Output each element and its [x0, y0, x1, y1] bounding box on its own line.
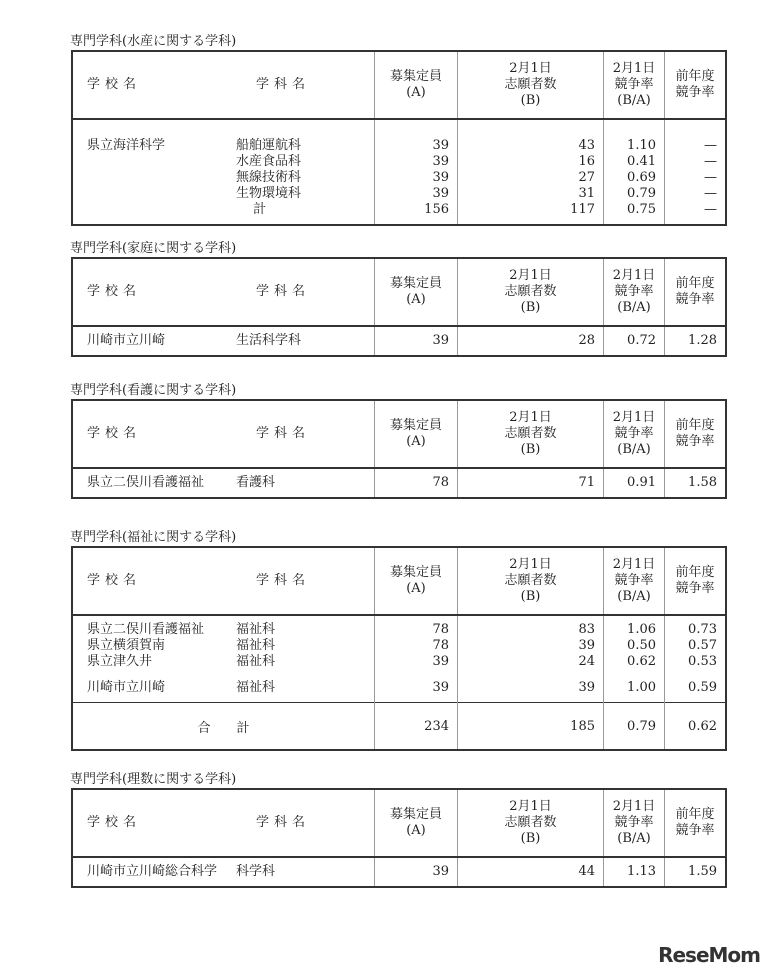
cell-ratio: 1.10 — [627, 138, 656, 153]
cell-dept: 生活科学科 — [236, 333, 302, 348]
section-title: 専門学科(看護に関する学科) — [70, 383, 237, 398]
body-row — [72, 615, 726, 703]
results-table — [71, 257, 727, 357]
section-2 — [70, 383, 717, 499]
header-prev-line: 前年度 — [675, 69, 715, 84]
header-capacity-line: (A) — [406, 85, 426, 100]
header-ratio-line: (B/A) — [617, 589, 651, 604]
cell-b: 44 — [578, 864, 595, 879]
header-capacity-line: 募集定員 — [389, 69, 442, 84]
cell-ratio: 0.41 — [627, 154, 656, 169]
column-school — [72, 119, 236, 225]
body-row — [72, 468, 726, 498]
header-prev — [665, 400, 727, 468]
cell-school: 川崎市立川崎 — [87, 680, 166, 695]
header-capacity — [375, 789, 458, 857]
column-school — [72, 615, 236, 703]
header-applicants-line: (B) — [520, 589, 541, 604]
header-ratio-line: 競争率 — [614, 77, 654, 92]
column-a — [375, 468, 458, 498]
cell-ratio: 0.75 — [627, 202, 656, 217]
cell-ratio: 1.13 — [627, 864, 656, 879]
header-ratio-line: 2月1日 — [612, 410, 656, 425]
body-row — [72, 119, 726, 225]
cell-a: 156 — [424, 202, 449, 217]
header-row — [72, 789, 726, 857]
body-row — [72, 857, 726, 887]
cell-prev: 1.59 — [688, 864, 717, 879]
cell-ratio: 1.06 — [627, 622, 656, 637]
cell-b: 27 — [578, 170, 595, 185]
header-applicants-line: (B) — [520, 93, 541, 108]
section-title: 専門学科(水産に関する学科) — [70, 34, 237, 49]
total-b: 185 — [458, 703, 604, 751]
cell-school: 県立二俣川看護福祉 — [87, 475, 205, 490]
header-ratio-line: 2月1日 — [612, 61, 656, 76]
section-title: 専門学科(福祉に関する学科) — [70, 530, 237, 545]
header-applicants-line: 2月1日 — [509, 799, 552, 814]
header-dept: 学科名 — [236, 51, 375, 119]
total-label: 合 計 — [72, 703, 375, 751]
header-applicants-line: 2月1日 — [509, 268, 552, 283]
header-ratio-line: (B/A) — [617, 442, 651, 457]
table-header — [72, 400, 726, 468]
header-applicants-line: 2月1日 — [509, 410, 552, 425]
header-capacity — [375, 51, 458, 119]
cell-school: 川崎市立川崎 — [87, 333, 166, 348]
column-prev — [665, 119, 727, 225]
cell-school — [87, 154, 236, 170]
cell-dept: 計 — [236, 202, 267, 217]
header-applicants — [458, 258, 604, 326]
total-prev: 0.62 — [665, 703, 727, 751]
cell-school — [87, 202, 236, 218]
column-school — [72, 468, 236, 498]
column-dept — [236, 615, 375, 703]
cell-b: 83 — [578, 622, 595, 637]
header-ratio-line: 競争率 — [614, 284, 654, 299]
cell-ratio: 0.91 — [627, 475, 656, 490]
header-prev-line: 前年度 — [675, 418, 715, 433]
header-school: 学校名 — [72, 400, 236, 468]
header-applicants-line: 志願者数 — [504, 426, 557, 441]
cell-school — [87, 186, 236, 202]
header-applicants-line: 2月1日 — [509, 557, 552, 572]
cell-dept: 福祉科 — [236, 654, 276, 669]
header-school: 学校名 — [72, 789, 236, 857]
body-row — [72, 326, 726, 356]
section-4 — [70, 772, 717, 888]
header-applicants-line: (B) — [520, 831, 541, 846]
cell-b: 71 — [578, 475, 595, 490]
cell-prev: — — [704, 202, 717, 217]
table-header — [72, 51, 726, 119]
cell-prev: — — [704, 138, 717, 153]
cell-b: 28 — [578, 333, 595, 348]
header-applicants — [458, 547, 604, 615]
header-ratio-line: (B/A) — [617, 300, 651, 315]
header-ratio-line: 2月1日 — [612, 799, 656, 814]
header-ratio — [604, 789, 665, 857]
column-dept — [236, 857, 375, 887]
header-capacity-line: (A) — [406, 292, 426, 307]
cell-school: 川崎市立川崎総合科学 — [87, 864, 218, 879]
cell-dept: 科学科 — [236, 864, 276, 879]
header-prev — [665, 789, 727, 857]
cell-a: 39 — [432, 654, 449, 669]
column-b — [458, 326, 604, 356]
results-table — [71, 546, 727, 751]
column-school — [72, 857, 236, 887]
header-ratio-line: (B/A) — [617, 93, 651, 108]
header-capacity-line: 募集定員 — [389, 276, 442, 291]
column-b — [458, 468, 604, 498]
header-prev-line: 競争率 — [675, 292, 715, 307]
cell-ratio: 0.62 — [627, 654, 656, 669]
header-prev — [665, 547, 727, 615]
header-prev — [665, 258, 727, 326]
header-row — [72, 258, 726, 326]
results-table — [71, 50, 727, 226]
section-title: 専門学科(理数に関する学科) — [70, 772, 237, 787]
header-ratio — [604, 51, 665, 119]
cell-b: 24 — [578, 654, 595, 669]
total-a: 234 — [375, 703, 458, 751]
header-row — [72, 400, 726, 468]
header-ratio-line: 競争率 — [614, 426, 654, 441]
header-capacity-line: (A) — [406, 581, 426, 596]
header-capacity-line: (A) — [406, 823, 426, 838]
header-applicants — [458, 789, 604, 857]
cell-school: 県立二俣川看護福祉 — [87, 622, 205, 637]
table-body — [72, 119, 726, 225]
header-school: 学校名 — [72, 547, 236, 615]
header-applicants-line: 志願者数 — [504, 284, 557, 299]
header-ratio — [604, 400, 665, 468]
cell-school — [87, 170, 236, 186]
column-school — [72, 326, 236, 356]
header-school: 学校名 — [72, 258, 236, 326]
header-school: 学校名 — [72, 51, 236, 119]
column-ratio — [604, 857, 665, 887]
column-dept — [236, 119, 375, 225]
header-ratio-line: 競争率 — [614, 815, 654, 830]
results-table — [71, 788, 727, 888]
cell-school: 県立津久井 — [87, 654, 153, 669]
cell-dept: 福祉科 — [236, 638, 276, 653]
column-a — [375, 615, 458, 703]
section-title: 専門学科(家庭に関する学科) — [70, 241, 237, 256]
cell-prev: 0.73 — [688, 622, 717, 637]
header-prev-line: 競争率 — [675, 581, 715, 596]
header-prev-line: 競争率 — [675, 823, 715, 838]
cell-prev: — — [704, 154, 717, 169]
cell-ratio: 0.79 — [627, 186, 656, 201]
cell-dept: 福祉科 — [236, 680, 276, 695]
cell-b: 117 — [570, 202, 595, 217]
header-capacity — [375, 400, 458, 468]
cell-prev: 0.57 — [688, 638, 717, 653]
cell-ratio: 0.69 — [627, 170, 656, 185]
cell-b: 39 — [578, 680, 595, 695]
cell-school: 県立横須賀南 — [87, 638, 166, 653]
resemom-logo: ReseMom — [658, 943, 760, 967]
section-0 — [70, 34, 717, 226]
column-dept — [236, 468, 375, 498]
cell-a: 39 — [432, 186, 449, 201]
header-prev-line: 前年度 — [675, 565, 715, 580]
header-row — [72, 51, 726, 119]
table-body — [72, 468, 726, 498]
column-prev — [665, 468, 727, 498]
header-ratio — [604, 547, 665, 615]
cell-prev: 0.59 — [688, 680, 717, 695]
column-ratio — [604, 615, 665, 703]
cell-ratio: 0.50 — [627, 638, 656, 653]
header-dept: 学科名 — [236, 258, 375, 326]
header-prev-line: 競争率 — [675, 85, 715, 100]
cell-school: 県立海洋科学 — [87, 138, 166, 153]
table-header — [72, 789, 726, 857]
cell-a: 78 — [432, 475, 449, 490]
column-prev — [665, 326, 727, 356]
section-3 — [70, 530, 717, 751]
column-b — [458, 119, 604, 225]
results-table — [71, 399, 727, 499]
header-prev-line: 競争率 — [675, 434, 715, 449]
cell-dept: 水産食品科 — [236, 154, 302, 169]
header-capacity — [375, 547, 458, 615]
header-applicants-line: 志願者数 — [504, 77, 557, 92]
column-ratio — [604, 468, 665, 498]
table-body — [72, 615, 726, 750]
cell-dept: 生物環境科 — [236, 186, 302, 201]
total-row — [72, 703, 726, 751]
table-header — [72, 547, 726, 615]
cell-b: 39 — [578, 638, 595, 653]
column-prev — [665, 857, 727, 887]
cell-b: 43 — [578, 138, 595, 153]
header-ratio-line: (B/A) — [617, 831, 651, 846]
header-applicants-line: 2月1日 — [509, 61, 552, 76]
header-applicants-line: 志願者数 — [504, 573, 557, 588]
header-capacity-line: 募集定員 — [389, 418, 442, 433]
cell-a: 39 — [432, 680, 449, 695]
header-prev-line: 前年度 — [675, 807, 715, 822]
cell-prev: 0.53 — [688, 654, 717, 669]
cell-prev: — — [704, 170, 717, 185]
cell-a: 39 — [432, 138, 449, 153]
header-dept: 学科名 — [236, 789, 375, 857]
table-body — [72, 326, 726, 356]
column-ratio — [604, 119, 665, 225]
header-capacity-line: 募集定員 — [389, 807, 442, 822]
header-applicants-line: (B) — [520, 300, 541, 315]
cell-b: 16 — [578, 154, 595, 169]
header-ratio-line: 2月1日 — [612, 268, 656, 283]
cell-dept: 福祉科 — [236, 622, 276, 637]
header-capacity-line: 募集定員 — [389, 565, 442, 580]
header-dept: 学科名 — [236, 547, 375, 615]
cell-a: 39 — [432, 864, 449, 879]
header-applicants — [458, 51, 604, 119]
cell-prev: — — [704, 186, 717, 201]
header-capacity-line: (A) — [406, 434, 426, 449]
column-b — [458, 857, 604, 887]
cell-a: 39 — [432, 170, 449, 185]
table-body — [72, 857, 726, 887]
table-header — [72, 258, 726, 326]
cell-a: 78 — [432, 622, 449, 637]
column-a — [375, 857, 458, 887]
header-capacity — [375, 258, 458, 326]
header-ratio-line: 2月1日 — [612, 557, 656, 572]
cell-dept: 船舶運航科 — [236, 138, 302, 153]
column-a — [375, 326, 458, 356]
column-b — [458, 615, 604, 703]
cell-prev: 1.58 — [688, 475, 717, 490]
header-ratio — [604, 258, 665, 326]
cell-ratio: 0.72 — [627, 333, 656, 348]
header-row — [72, 547, 726, 615]
cell-a: 39 — [432, 154, 449, 169]
header-applicants-line: (B) — [520, 442, 541, 457]
cell-prev: 1.28 — [688, 333, 717, 348]
section-1 — [70, 241, 717, 357]
total-ratio: 0.79 — [604, 703, 665, 751]
column-a — [375, 119, 458, 225]
column-prev — [665, 615, 727, 703]
column-ratio — [604, 326, 665, 356]
cell-ratio: 1.00 — [627, 680, 656, 695]
cell-a: 78 — [432, 638, 449, 653]
cell-dept: 無線技術科 — [236, 170, 302, 185]
cell-a: 39 — [432, 333, 449, 348]
column-dept — [236, 326, 375, 356]
header-dept: 学科名 — [236, 400, 375, 468]
header-applicants-line: 志願者数 — [504, 815, 557, 830]
cell-b: 31 — [578, 186, 595, 201]
header-ratio-line: 競争率 — [614, 573, 654, 588]
cell-dept: 看護科 — [236, 475, 276, 490]
header-prev-line: 前年度 — [675, 276, 715, 291]
header-prev — [665, 51, 727, 119]
header-applicants — [458, 400, 604, 468]
